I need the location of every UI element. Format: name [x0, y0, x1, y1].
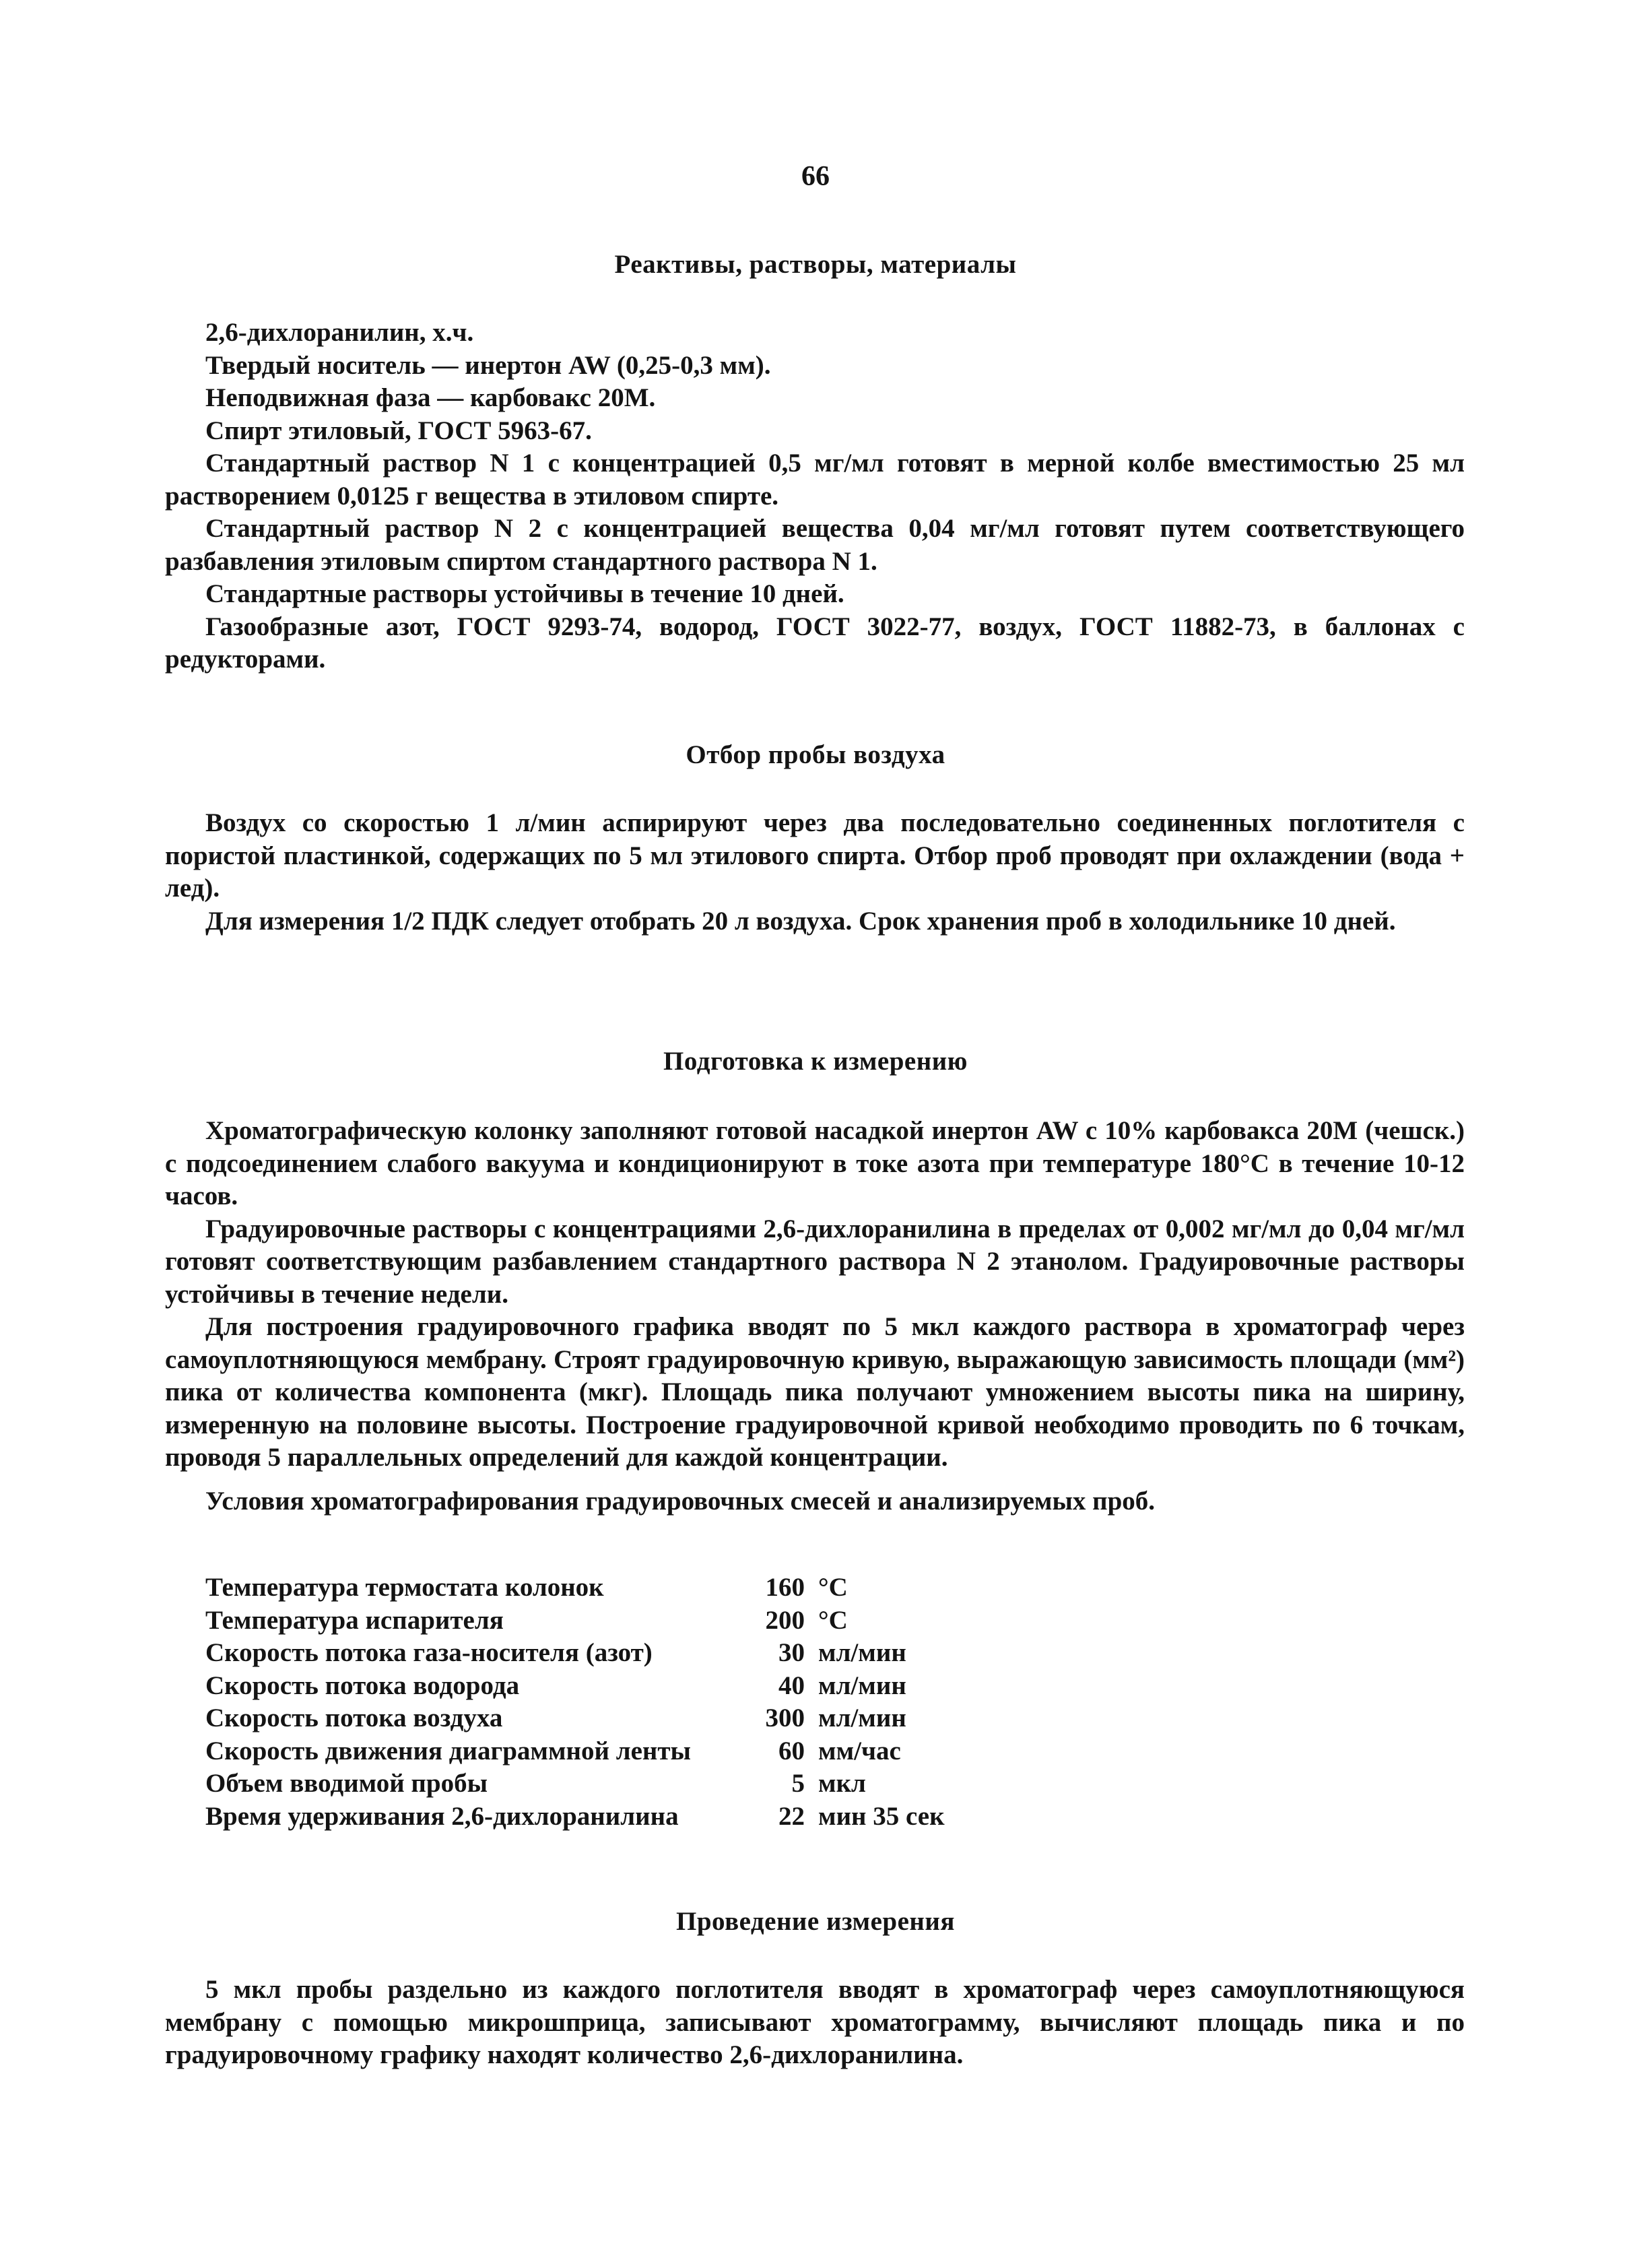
condition-value: 40	[778, 1671, 805, 1700]
table-row	[205, 1670, 1040, 1703]
heading-measurement: Проведение измерения	[676, 1907, 955, 1936]
condition-unit: мл/мин	[818, 1704, 906, 1732]
paragraph: Градуировочные растворы с концентрациями 2,6-дихлоранилина в пределах от 0,002 мг/мл до 0,04 мг/мл готовят соответствующим разбавлением стандартного раствора N 2 этанолом. Градуировочные растворы устойчивы в течение недели.	[165, 1214, 1465, 1309]
condition-unit: мин 35 сек	[818, 1801, 945, 1831]
condition-unit: мкл	[818, 1769, 866, 1798]
condition-unit: мл/мин	[818, 1671, 906, 1700]
paragraph: Стандартный раствор N 2 с концентрацией вещества 0,04 мг/мл готовят путем соответствующего разбавления этиловым спиртом стандартного раствора N 1.	[165, 514, 1465, 576]
paragraph: 5 мкл пробы раздельно из каждого поглотителя вводят в хроматограф через самоуплотняющуюся мембрану с помощью микрошприца, записывают хроматограмму, вычисляют площадь пика и по градуировочному графику находят количество 2,6-дихлоранилина.	[165, 1975, 1465, 2069]
paragraph: Воздух со скоростью 1 л/мин аспирируют через два последовательно соединенных поглотителя с пористой пластинкой, содержащих по 5 мл этилового спирта. Отбор проб проводят при охлаждении (вода + лед).	[165, 808, 1465, 903]
paragraph: Для построения градуировочного графика вводят по 5 мкл каждого раствора в хроматограф через самоуплотняющуюся мембрану. Строят градуировочную кривую, выражающую зависимость площади (мм²) пика от количества компонента (мкг). Площадь пика получают умножением высоты пика на ширину, измеренную на половине высоты. Построение градуировочной кривой необходимо проводить по 6 точкам, проводя 5 параллельных определений для каждой концентрации.	[165, 1312, 1465, 1472]
conditions-table	[205, 1572, 1040, 1833]
paragraph: Условия хроматографирования градуировочных смесей и анализируемых проб.	[205, 1486, 1156, 1516]
heading-preparation: Подготовка к измерению	[663, 1047, 968, 1076]
table-row	[205, 1801, 1040, 1834]
condition-label: Температура термостата колонок	[205, 1573, 604, 1602]
heading-reagents: Реактивы, растворы, материалы	[614, 250, 1017, 279]
condition-value: 60	[778, 1736, 805, 1765]
condition-value: 22	[778, 1801, 805, 1831]
condition-value: 160	[765, 1573, 805, 1602]
table-row	[205, 1735, 1040, 1768]
paragraph: Стандартный раствор N 1 с концентрацией 0,5 мг/мл готовят в мерной колбе вместимостью 25 мл растворением 0,0125 г вещества в этиловом спирте.	[165, 449, 1465, 511]
section-reagents	[165, 317, 1465, 676]
heading-sampling: Отбор пробы воздуха	[686, 740, 945, 769]
condition-value: 200	[765, 1605, 805, 1635]
condition-unit: °С	[818, 1605, 848, 1635]
page-number: 66	[801, 161, 830, 192]
condition-label: Скорость потока воздуха	[205, 1704, 503, 1732]
section-measurement	[165, 1974, 1465, 2072]
table-row	[205, 1637, 1040, 1670]
condition-label: Температура испарителя	[205, 1605, 504, 1635]
paragraph: Хроматографическую колонку заполняют готовой насадкой инертон AW с 10% карбовакса 20М (чешск.) с подсоединением слабого вакуума и кондиционируют в токе азота при температуре 180°С в течение 10-12 часов.	[165, 1116, 1465, 1210]
condition-label: Скорость движения диаграммной ленты	[205, 1736, 691, 1765]
condition-value: 30	[778, 1638, 805, 1667]
condition-label: Время удерживания 2,6-дихлоранилина	[205, 1801, 679, 1831]
reagent-line: 2,6-дихлоранилин, х.ч.	[205, 318, 474, 347]
table-row	[205, 1768, 1040, 1801]
paragraph: Газообразные азот, ГОСТ 9293-74, водород, ГОСТ 3022-77, воздух, ГОСТ 11882-73, в баллонах с редукторами.	[165, 612, 1465, 674]
condition-label: Скорость потока газа-носителя (азот)	[205, 1638, 653, 1667]
condition-unit: мл/мин	[818, 1638, 906, 1667]
condition-unit: °С	[818, 1573, 848, 1602]
table-row	[205, 1605, 1040, 1638]
reagent-line: Спирт этиловый, ГОСТ 5963-67.	[205, 416, 592, 445]
reagent-line: Неподвижная фаза — карбовакс 20М.	[205, 383, 656, 412]
table-row	[205, 1572, 1040, 1605]
condition-label: Объем вводимой пробы	[205, 1769, 488, 1798]
paragraph: Для измерения 1/2 ПДК следует отобрать 20 л воздуха. Срок хранения проб в холодильнике 10 дней.	[205, 906, 1396, 936]
paragraph: Стандартные растворы устойчивы в течение 10 дней.	[205, 579, 844, 608]
section-sampling	[165, 807, 1465, 938]
condition-unit: мм/час	[818, 1736, 901, 1765]
condition-value: 5	[791, 1769, 805, 1798]
condition-label: Скорость потока водорода	[205, 1671, 520, 1700]
reagent-line: Твердый носитель — инертон AW (0,25-0,3 мм).	[205, 350, 771, 380]
section-preparation	[165, 1115, 1465, 1518]
condition-value: 300	[765, 1704, 805, 1732]
table-row	[205, 1702, 1040, 1735]
